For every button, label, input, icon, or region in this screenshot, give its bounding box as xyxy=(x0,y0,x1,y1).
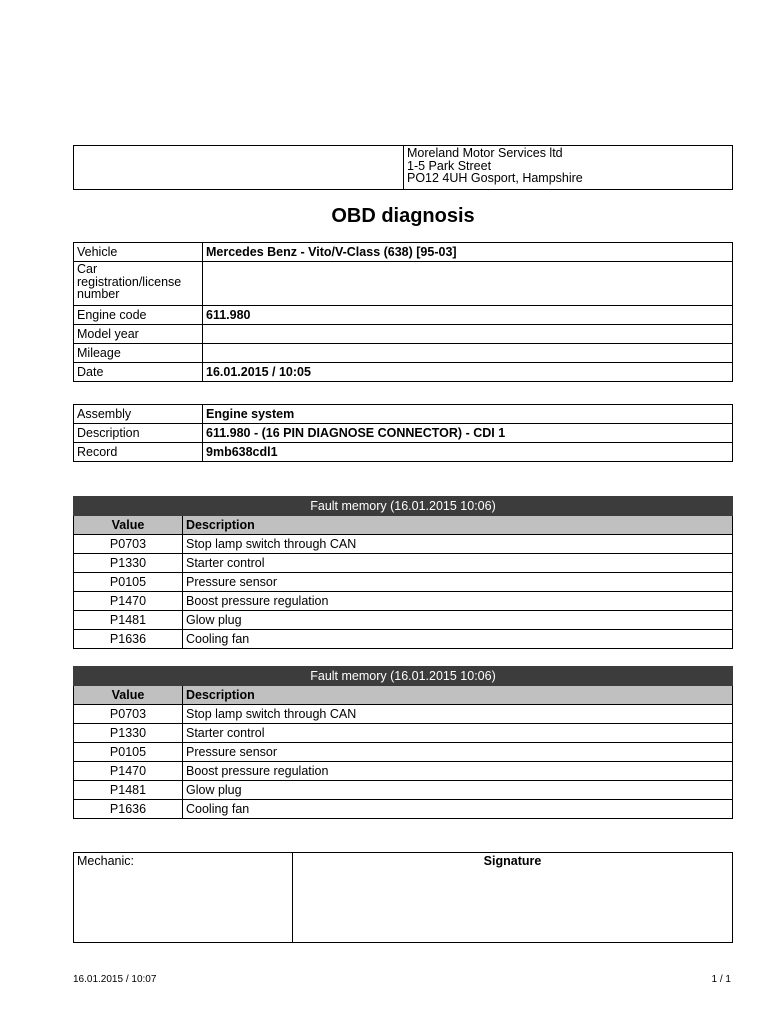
info-value xyxy=(203,344,733,363)
column-header-description: Description xyxy=(183,686,733,705)
assembly-value: 9mb638cdl1 xyxy=(203,443,733,462)
fault-code: P0703 xyxy=(74,705,183,724)
assembly-label: Assembly xyxy=(74,405,203,424)
table-row xyxy=(74,724,733,743)
info-label: Model year xyxy=(74,325,203,344)
footer-page-number: 1 / 1 xyxy=(711,974,731,985)
table-row xyxy=(74,630,733,649)
fault-code: P1636 xyxy=(74,630,183,649)
info-label: Mileage xyxy=(74,344,203,363)
table-row xyxy=(74,611,733,630)
info-row-mileage xyxy=(74,344,733,363)
signature-label: Signature xyxy=(293,853,733,943)
column-header-value: Value xyxy=(74,686,183,705)
table-row xyxy=(74,535,733,554)
column-header-value: Value xyxy=(74,516,183,535)
fault-memory-table-2 xyxy=(73,666,733,819)
fault-memory-table-1 xyxy=(73,496,733,649)
mechanic-label: Mechanic: xyxy=(74,853,293,943)
column-header-description: Description xyxy=(183,516,733,535)
fault-description: Boost pressure regulation xyxy=(183,762,733,781)
info-row-engine-code xyxy=(74,306,733,325)
company-header-table xyxy=(73,145,733,190)
table-row xyxy=(74,762,733,781)
company-street: 1-5 Park Street xyxy=(407,158,492,173)
fault-description: Pressure sensor xyxy=(183,573,733,592)
info-label: Date xyxy=(74,363,203,382)
assembly-info-table xyxy=(73,404,733,462)
fault-description: Stop lamp switch through CAN xyxy=(183,535,733,554)
fault-code: P0105 xyxy=(74,573,183,592)
fault-memory-title: Fault memory (16.01.2015 10:06) xyxy=(74,667,733,686)
assembly-label: Record xyxy=(74,443,203,462)
info-label: Car registration/license number xyxy=(74,262,203,306)
fault-description: Glow plug xyxy=(183,611,733,630)
table-row xyxy=(74,705,733,724)
fault-description: Glow plug xyxy=(183,781,733,800)
info-row-vehicle xyxy=(74,243,733,262)
info-value: Mercedes Benz - Vito/V-Class (638) [95-03] xyxy=(203,243,733,262)
signature-table xyxy=(73,852,733,943)
vehicle-info-table xyxy=(73,242,733,382)
table-row xyxy=(74,781,733,800)
table-row xyxy=(74,743,733,762)
assembly-row-record xyxy=(74,443,733,462)
company-city: PO12 4UH Gosport, Hampshire xyxy=(407,171,583,185)
fault-memory-title: Fault memory (16.01.2015 10:06) xyxy=(74,497,733,516)
fault-code: P1481 xyxy=(74,611,183,630)
table-row xyxy=(74,573,733,592)
fault-description: Boost pressure regulation xyxy=(183,592,733,611)
fault-code: P0703 xyxy=(74,535,183,554)
fault-description: Stop lamp switch through CAN xyxy=(183,705,733,724)
info-label: Engine code xyxy=(74,306,203,325)
info-row-registration xyxy=(74,262,733,306)
assembly-row-description xyxy=(74,424,733,443)
company-header-blank-cell xyxy=(74,146,404,190)
fault-description: Starter control xyxy=(183,724,733,743)
info-label: Vehicle xyxy=(74,243,203,262)
fault-code: P1481 xyxy=(74,781,183,800)
page-title: OBD diagnosis xyxy=(331,205,475,227)
fault-code: P1636 xyxy=(74,800,183,819)
fault-description: Cooling fan xyxy=(183,800,733,819)
info-value xyxy=(203,262,733,306)
fault-code: P1330 xyxy=(74,724,183,743)
fault-description: Cooling fan xyxy=(183,630,733,649)
fault-code: P1330 xyxy=(74,554,183,573)
info-value xyxy=(203,325,733,344)
assembly-row-assembly xyxy=(74,405,733,424)
fault-description: Starter control xyxy=(183,554,733,573)
info-row-model-year xyxy=(74,325,733,344)
assembly-value: Engine system xyxy=(203,405,733,424)
table-row xyxy=(74,592,733,611)
company-address-cell xyxy=(404,146,733,190)
fault-code: P1470 xyxy=(74,592,183,611)
footer-timestamp: 16.01.2015 / 10:07 xyxy=(73,974,157,985)
info-value: 16.01.2015 / 10:05 xyxy=(203,363,733,382)
assembly-label: Description xyxy=(74,424,203,443)
fault-description: Pressure sensor xyxy=(183,743,733,762)
company-name: Moreland Motor Services ltd xyxy=(407,146,563,160)
fault-code: P1470 xyxy=(74,762,183,781)
assembly-value: 611.980 - (16 PIN DIAGNOSE CONNECTOR) - CDI 1 xyxy=(203,424,733,443)
table-row xyxy=(74,800,733,819)
info-row-date xyxy=(74,363,733,382)
table-row xyxy=(74,554,733,573)
info-value: 611.980 xyxy=(203,306,733,325)
fault-code: P0105 xyxy=(74,743,183,762)
